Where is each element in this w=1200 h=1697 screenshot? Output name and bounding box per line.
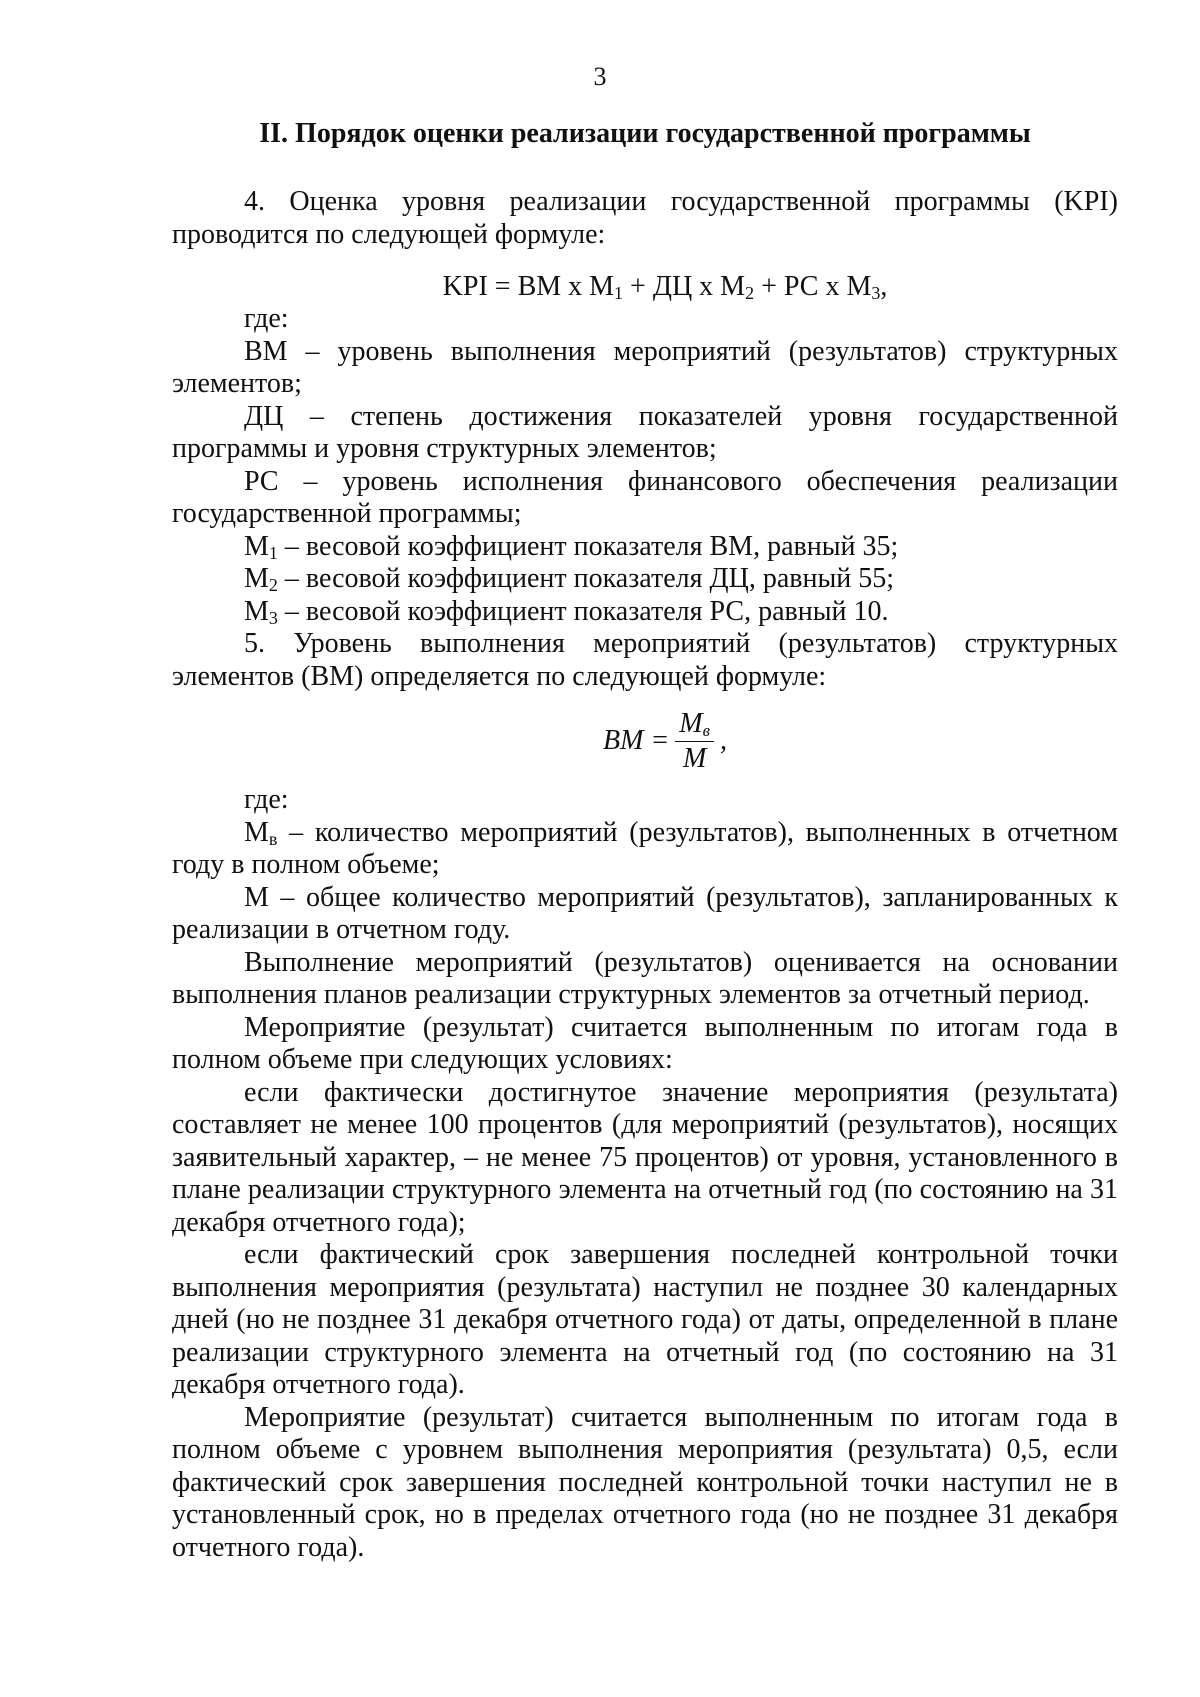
- definition-dc: ДЦ – степень достижения показателей уровня государственной программы и уровня структурных элементов;: [172, 400, 1118, 464]
- definition-m2-text: – весовой коэффициент показателя ДЦ, равный 55;: [277, 563, 895, 594]
- definition-m2: [172, 563, 1118, 596]
- definition-mv-sub: в: [268, 828, 278, 849]
- condition-2: если фактический срок завершения последней контрольной точки выполнения мероприятия (результата) наступил не позднее 30 календарных дней (но не позднее 31 декабря отчетного года) от даты, определенной в плане реализации структурного элемента на отчетный год (по состоянию на 31 декабря отчетного года).: [172, 1239, 1118, 1400]
- definition-m1-sub: 1: [268, 542, 278, 563]
- document-body: [172, 186, 1118, 1564]
- vm-formula-lhs: BM =: [602, 725, 670, 757]
- section-title: II. Порядок оценки реализации государственной программы: [259, 118, 1031, 149]
- definition-m1: [172, 531, 1118, 564]
- definition-mv-text: – количество мероприятий (результатов), выполненных в отчетном году в полном объеме;: [172, 816, 1118, 880]
- kpi-formula-part-b: + ДЦ х М: [623, 271, 746, 302]
- paragraph-evaluation: Выполнение мероприятий (результатов) оценивается на основании выполнения планов реализации структурных элементов за отчетный период.: [172, 946, 1118, 1010]
- definition-m: М – общее количество мероприятий (результатов), запланированных к реализации в отчетном году.: [172, 881, 1118, 945]
- kpi-formula-part-a: KPI = ВМ х М: [442, 271, 615, 302]
- definition-mv-symbol: М: [244, 816, 269, 848]
- definition-m2-symbol: М: [244, 563, 269, 594]
- definition-vm: ВМ – уровень выполнения мероприятий (результатов) структурных элементов;: [172, 335, 1118, 399]
- condition-1: если фактически достигнутое значение мероприятия (результата) составляет не менее 100 процентов (для мероприятий (результатов), носящих заявительный характер, – не менее 75 процентов) от уровня, установленного в плане реализации структурного элемента на отчетный год (по состоянию на 31 декабря отчетного года);: [172, 1076, 1118, 1238]
- kpi-formula-part-d: ,: [880, 271, 888, 302]
- kpi-formula-sub-3: 3: [871, 283, 881, 303]
- definition-m1-symbol: М: [244, 530, 269, 562]
- vm-formula-denominator: M: [682, 743, 707, 774]
- paragraph-half-completion: Мероприятие (результат) считается выполненным по итогам года в полном объеме с уровнем выполнения мероприятия (результата) 0,5, если фактический срок завершения последней контрольной точки наступил не в установленный срок, но в пределах отчетного года (но не позднее 31 декабря отчетного года).: [172, 1401, 1118, 1563]
- definition-m3: [172, 596, 1118, 629]
- definition-m3-sub: 3: [268, 607, 278, 628]
- definition-m3-text: – весовой коэффициент показателя РС, равный 10.: [277, 595, 889, 627]
- vm-formula-numerator-sub: в: [702, 721, 711, 740]
- paragraph-conditions: Мероприятие (результат) считается выполненным по итогам года в полном объеме при следующих условиях:: [172, 1011, 1118, 1075]
- vm-formula-fraction: [675, 709, 714, 774]
- vm-formula: [172, 709, 1118, 774]
- where-label-1: где:: [244, 303, 289, 334]
- definition-m1-text: – весовой коэффициент показателя ВМ, равный 35;: [277, 530, 899, 562]
- kpi-formula-part-c: + РС х М: [754, 271, 872, 302]
- where-label-2: где:: [244, 784, 289, 815]
- kpi-formula-sub-1: 1: [614, 283, 624, 303]
- paragraph-5: 5. Уровень выполнения мероприятий (результатов) структурных элементов (ВМ) определяется по следующей формуле:: [172, 628, 1118, 692]
- kpi-formula: [172, 271, 1118, 303]
- vm-formula-numerator-symbol: M: [679, 708, 703, 739]
- definition-m2-sub: 2: [268, 575, 278, 595]
- paragraph-4: 4. Оценка уровня реализации государственной программы (KPI) проводится по следующей формуле:: [172, 186, 1118, 250]
- definition-rs: РС – уровень исполнения финансового обеспечения реализации государственной программы;: [172, 465, 1118, 529]
- page-number: 3: [593, 62, 607, 91]
- kpi-formula-sub-2: 2: [745, 283, 755, 303]
- definition-mv: [172, 817, 1118, 882]
- definition-m3-symbol: М: [244, 595, 269, 627]
- vm-formula-tail: ,: [720, 725, 728, 757]
- vm-formula-numerator: [675, 709, 714, 742]
